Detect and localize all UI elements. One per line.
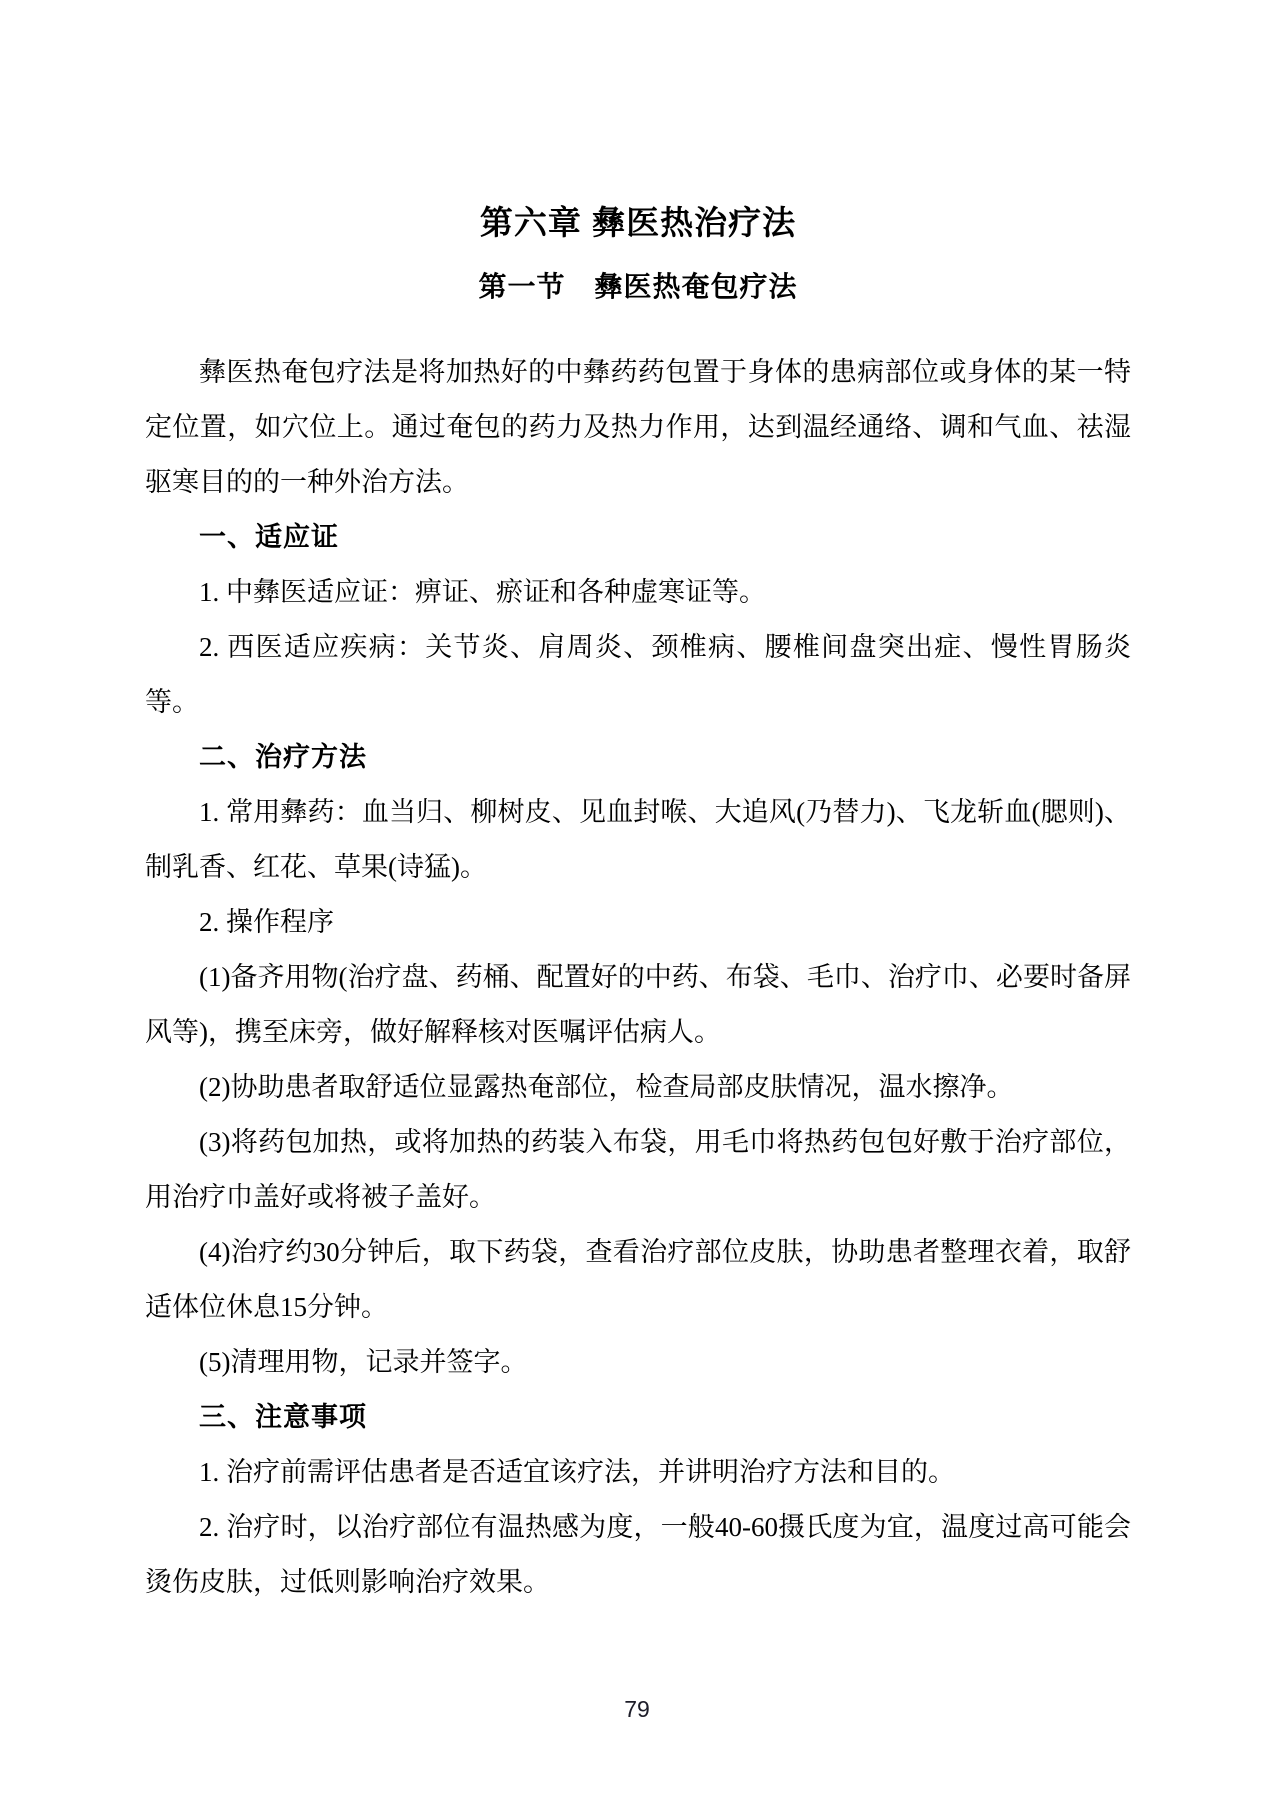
paragraph-treatment-1: 1. 常用彝药：血当归、柳树皮、见血封喉、大追风(乃替力)、飞龙斩血(腮则)、制乳香、红花、草果(诗猛)。 bbox=[145, 797, 1131, 882]
heading-precautions: 三、注意事项 bbox=[199, 1402, 367, 1432]
paragraph-procedure-step-1: (1)备齐用物(治疗盘、药桶、配置好的中药、布袋、毛巾、治疗巾、必要时备屏风等)，携至床旁，做好解释核对医嘱评估病人。 bbox=[145, 962, 1131, 1047]
page-number: 79 bbox=[624, 1696, 650, 1722]
paragraph-procedure-step-4: (4)治疗约30分钟后，取下药袋，查看治疗部位皮肤，协助患者整理衣着，取舒适体位休息15分钟。 bbox=[145, 1237, 1131, 1322]
paragraph-precautions-2: 2. 治疗时，以治疗部位有温热感为度，一般40-60摄氏度为宜，温度过高可能会烫伤皮肤，过低则影响治疗效果。 bbox=[145, 1512, 1131, 1597]
paragraph-procedure-step-5: (5)清理用物，记录并签字。 bbox=[199, 1347, 528, 1377]
heading-indications: 一、适应证 bbox=[199, 522, 339, 552]
heading-treatment-method: 二、治疗方法 bbox=[199, 742, 367, 772]
section-title: 第一节 彝医热奄包疗法 bbox=[478, 271, 798, 302]
paragraph-indications-2: 2. 西医适应疾病：关节炎、肩周炎、颈椎病、腰椎间盘突出症、慢性胃肠炎等。 bbox=[145, 632, 1131, 717]
paragraph-procedure-step-2: (2)协助患者取舒适位显露热奄部位，检查局部皮肤情况，温水擦净。 bbox=[199, 1072, 1014, 1102]
paragraph-precautions-1: 1. 治疗前需评估患者是否适宜该疗法，并讲明治疗方法和目的。 bbox=[199, 1457, 955, 1487]
intro-paragraph: 彝医热奄包疗法是将加热好的中彝药药包置于身体的患病部位或身体的某一特定位置，如穴位上。通过奄包的药力及热力作用，达到温经通络、调和气血、祛湿驱寒目的的一种外治方法。 bbox=[145, 357, 1131, 497]
paragraph-procedure-step-3: (3)将药包加热，或将加热的药装入布袋，用毛巾将热药包包好敷于治疗部位，用治疗巾盖好或将被子盖好。 bbox=[145, 1127, 1131, 1212]
paragraph-treatment-2: 2. 操作程序 bbox=[199, 907, 334, 937]
paragraph-indications-1: 1. 中彝医适应证：痹证、瘀证和各种虚寒证等。 bbox=[199, 577, 766, 607]
chapter-title: 第六章 彝医热治疗法 bbox=[479, 204, 797, 241]
